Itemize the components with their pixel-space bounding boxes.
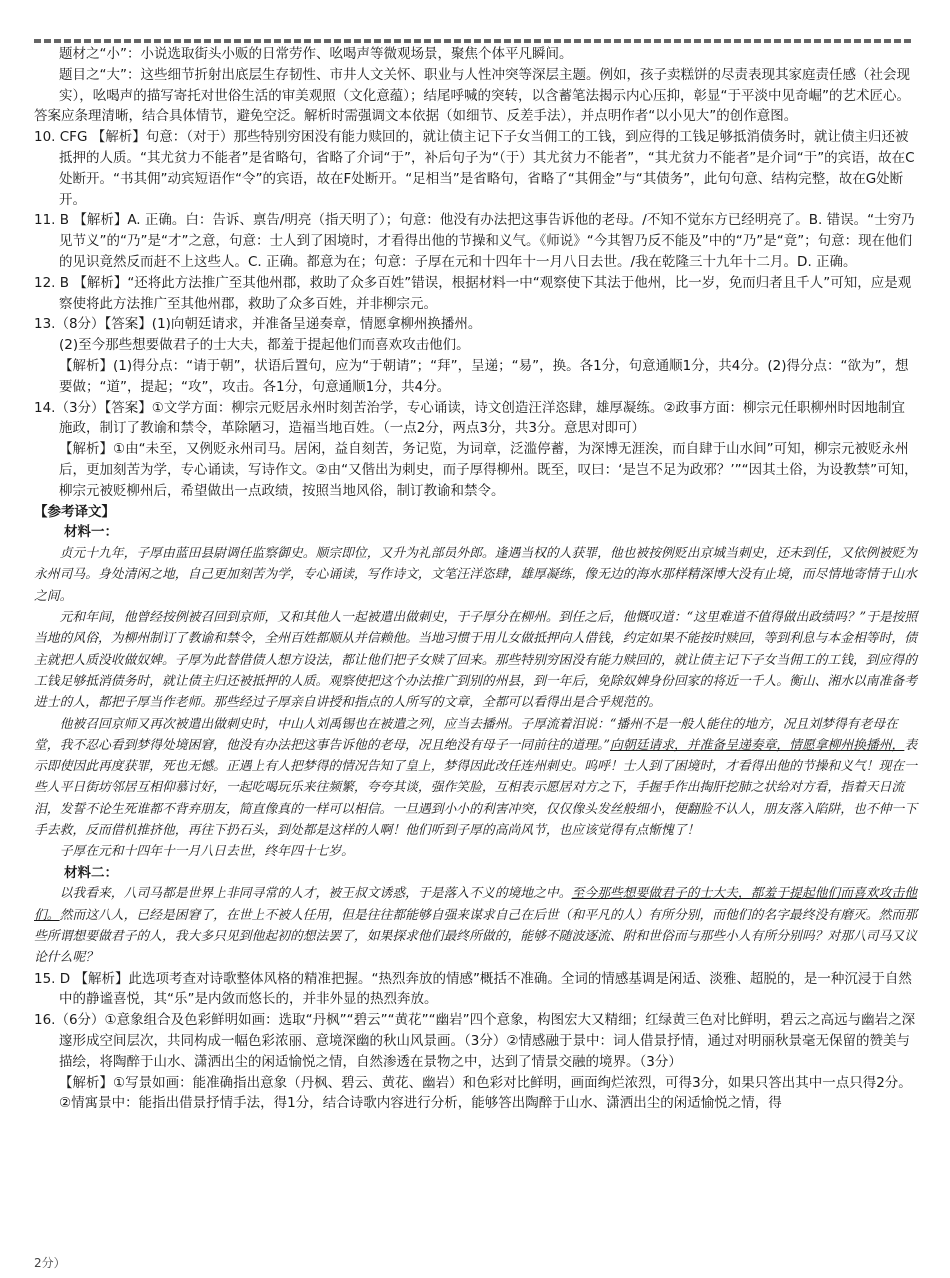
question-16 [34, 1010, 918, 1114]
page-content [34, 44, 918, 1114]
material-1-translation [34, 543, 918, 862]
q14-analysis: 【解析】①由“未至，又例贬永州司马。居闲，益自刻苦，务记览，为词章，泛滥停蓄，为深博无涯涘，而自肆于山水间”可知，柳宗元被贬永州后，更加刻苦为学，专心诵读，写诗作文。②由“又偕出为刺史，而子厚得柳州。既至，叹曰：‘是岂不足为政邪？’”“因其土俗，为设教禁”可知，柳宗元被贬柳州后，希望做出一点政绩，按照当地风俗，制订教谕和禁令。 [59, 441, 918, 499]
paragraph-text: 他被召回京师又再次被遣出做刺史时，中山人刘禹锡也在被遣之列，应当去播州。子厚流着泪说：“播州不是一般人能住的地方，况且刘梦得有老母在堂，我不忍心看到梦得处境困窘，他没有办法把这事告诉他的老母，况且绝没有母子一同前往的道理。” [34, 716, 898, 753]
clipped-bottom-text: 2分） [34, 1256, 66, 1270]
clipped-top-line [34, 39, 914, 43]
reference-translation-heading: 【参考译文】 [34, 503, 115, 520]
question-10: 10. CFG 【解析】句意：（对于）那些特别穷困没有能力赎回的，就让债主记下子女当佣工的工钱，到应得的工钱足够抵消债务时，就让债主归还被抵押的人质。“其尤贫力不能者”是省略句，省略了介词“于”，补后句子为“（于）其尤贫力不能者”，“其尤贫力不能者”是介词“于”的宾语，故在C处断开。“书其佣”动宾短语作“令”的宾语，故在F处断开。“足相当”是省略句，省略了“其佣金”与“其债务”，此句句意、结构完整，故在G处断开。 [34, 129, 915, 208]
q13-answer-2: (2)至今那些想要做君子的士大夫，都羞于提起他们而喜欢攻击他们。 [59, 337, 470, 354]
q14-answer: 14.（3分）【答案】①文学方面：柳宗元贬居永州时刻苦治学，专心诵读，诗文创造汪洋恣肆，雄厚凝练。②政事方面：柳宗元任职柳州时因地制宜施政，制订了教谕和禁令，革除陋习，造福当地百姓。（一点2分，两点3分，共3分。意思对即可） [34, 399, 906, 437]
underlined-answer-text: 至今那些想要做君子的士大夫，都羞于提起他们而喜欢攻击他们。 [34, 886, 917, 923]
question-9-continuation [34, 44, 918, 127]
paragraph-text: 然而这八人，已经是困窘了，在世上不被人任用，但是往往都能够自强来谋求自己在后世（和平凡的人）有所分别，而他们的名字最终没有磨灭。然而那些所谓想要做君子的人，我大多只见到他起初的想法罢了，如果探求他们最终所做的，能够不随波逐流、附和世俗而与那些小人有所分别吗？对那八司马又议论什么呢？ [34, 907, 917, 966]
translation-paragraph [34, 883, 918, 968]
question-12: 12. B 【解析】“还将此方法推广至其他州郡，救助了众多百姓”错误，根据材料一中“观察使下其法于他州，比一岁，免而归者且千人”可知，应是观察使将此方法推广至其他州郡，救助了众多百姓，并非柳宗元。 [34, 274, 912, 312]
paragraph-text: 表示即使因此再度获罪，死也无憾。正遇上有人把梦得的情况告知了皇上，梦得因此改任连州刺史。呜呼！士人到了困境时，才看得出他的节操和义气！现在一些人平日街坊邻居互相仰慕讨好，一起吃喝玩乐来往频繁，夸夸其谈，强作笑脸，互相表示愿居对方之下，手握手作出掏肝挖肺之状给对方看，指着天日流泪，发誓不论生死谁都不背弃朋友，简直像真的一样可以相信。一旦遇到小小的利害冲突，仅仅像头发丝般细小，便翻脸不认人，朋友落入陷阱，也不伸一下手去救，反而借机推挤他，再往下扔石头，到处都是这样的人啊！他们听到子厚的高尚风节，也应该觉得有点惭愧了！ [34, 737, 918, 838]
material-2-translation [34, 883, 918, 968]
paragraph-text: 以我看来，八司马都是世界上非同寻常的人才，被王叔文诱惑，于是落入不义的境地之中。 [59, 886, 572, 902]
underlined-answer-text: 向朝廷请求，并准备呈递奏章，情愿拿柳州换播州， [610, 737, 905, 753]
question-14 [34, 398, 918, 502]
question-11: 11. B 【解析】A. 正确。白：告诉、禀告/明亮（指天明了）；句意：他没有办法把这事告诉他的老母。/不知不觉东方已经明亮了。B. 错误。“士穷乃见节义”的“乃”是“才”之意，句意：士人到了困境时，才看得出他的节操和义气。《师说》“今其智乃反不能及”中的“乃”是“竟”；句意：现在他们的见识竟然反而赶不上这些人。C. 正确。都意为在；句意：子厚在元和十四年十一月八日去世。/我在乾隆三十九年十二月。D. 正确。 [34, 212, 915, 270]
intro-line: 题材之“小”：小说选取街头小贩的日常劳作、吆喝声等微观场景，聚焦个体平凡瞬间。 [59, 46, 573, 62]
question-13 [34, 314, 918, 397]
intro-line: 题目之“大”：这些细节折射出底层生存韧性、市井人文关怀、职业与人性冲突等深层主题。例如，孩子卖糕饼的尽责表现其家庭责任感（社会现实），吆喝声的描写寄托对世俗生活的审美观照（文化意蕴）；结尾呼喊的突转，以含蓄笔法揭示内心压抑，彰显“于平淡中见奇崛”的艺术匠心。 [59, 66, 910, 104]
question-15: 15. D 【解析】此选项考查对诗歌整体风格的精准把握。“热烈奔放的情感”概括不准确。全词的情感基调是闲适、淡雅、超脱的，是一种沉浸于自然中的静谧喜悦，其“乐”是内敛而悠长的，并非外显的热烈奔放。 [34, 970, 912, 1008]
translation-paragraph: 元和年间，他曾经按例被召回到京师，又和其他人一起被遣出做刺史，于子厚分在柳州。到任之后，他慨叹道：“这里难道不值得做出政绩吗？”于是按照当地的风俗，为柳州制订了教谕和禁令，全州百姓都顺从并信赖他。当地习惯于用儿女做抵押向人借钱，约定如果不能按时赎回，等到利息与本金相等时，债主就把人质没收做奴婢。子厚为此替借债人想方设法，都让他们把子女赎了回来。那些特别穷困没有能力赎回的，就让债主记下子女当佣工的工钱，到应得的工钱足够抵消债务时，就让债主归还被抵押的人质。观察使把这个办法推广到别的州县，到一年后，免除奴婢身份回家的将近一千人。衡山、湘水以南准备考进士的人，都把子厚当作老师。那些经过子厚亲自讲授和指点的人所写的文章，全都可以看得出是合乎规范的。 [34, 610, 918, 711]
translation-paragraph [34, 714, 918, 842]
q13-answer-1: 13.（8分）【答案】(1)向朝廷请求，并准备呈递奏章，情愿拿柳州换播州。 [34, 316, 482, 333]
translation-paragraph: 贞元十九年，子厚由蓝田县尉调任监察御史。顺宗即位，又升为礼部员外郎。逢遇当权的人获罪，他也被按例贬出京城当刺史，还未到任，又依例被贬为永州司马。身处清闲之地，自己更加刻苦为学，专心诵读，写作诗文，文笔汪洋恣肆，雄厚凝练，像无边的海水那样精深博大没有止境，而尽情地寄情于山水之间。 [34, 546, 917, 604]
intro-line: 答案应条理清晰，结合具体情节，避免空泛。解析时需强调文本依据（如细节、反差手法），并点明作者“以小见大”的创作意图。 [34, 108, 798, 125]
material-1-title: 材料一： [64, 524, 118, 541]
q16-analysis: 【解析】①写景如画：能准确指出意象（丹枫、碧云、黄花、幽岩）和色彩对比鲜明，画面绚烂浓烈，可得3分，如果只答出其中一点只得2分。②情寓景中：能指出借景抒情手法，得1分，结合诗歌内容进行分析，能够答出陶醉于山水、潇洒出尘的闲适愉悦之情，得 [59, 1074, 912, 1112]
translation-paragraph: 子厚在元和十四年十一月八日去世，终年四十七岁。 [59, 844, 354, 860]
q13-analysis: 【解析】(1)得分点：“请于朝”，状语后置句，应为“于朝请”；“拜”，呈递；“易”，换。各1分，句意通顺1分，共4分。(2)得分点：“欲为”，想要做；“道”，提起；“攻”，攻击。各1分，句意通顺1分，共4分。 [59, 357, 909, 395]
material-2-title: 材料二： [64, 864, 118, 881]
q16-answer: 16.（6分）①意象组合及色彩鲜明如画：选取“丹枫”“碧云”“黄花”“幽岩”四个意象，构图宏大又精细；红绿黄三色对比鲜明，碧云之高远与幽岩之深邃形成空间层次，共同构成一幅色彩浓丽、意境深幽的秋山风景画。（3分）②情感融于景中：词人借景抒情，通过对明丽秋景毫无保留的赞美与描绘，将陶醉于山水、潇洒出尘的闲适愉悦之情，自然渗透在景物之中，达到了情景交融的境界。（3分） [34, 1012, 916, 1070]
